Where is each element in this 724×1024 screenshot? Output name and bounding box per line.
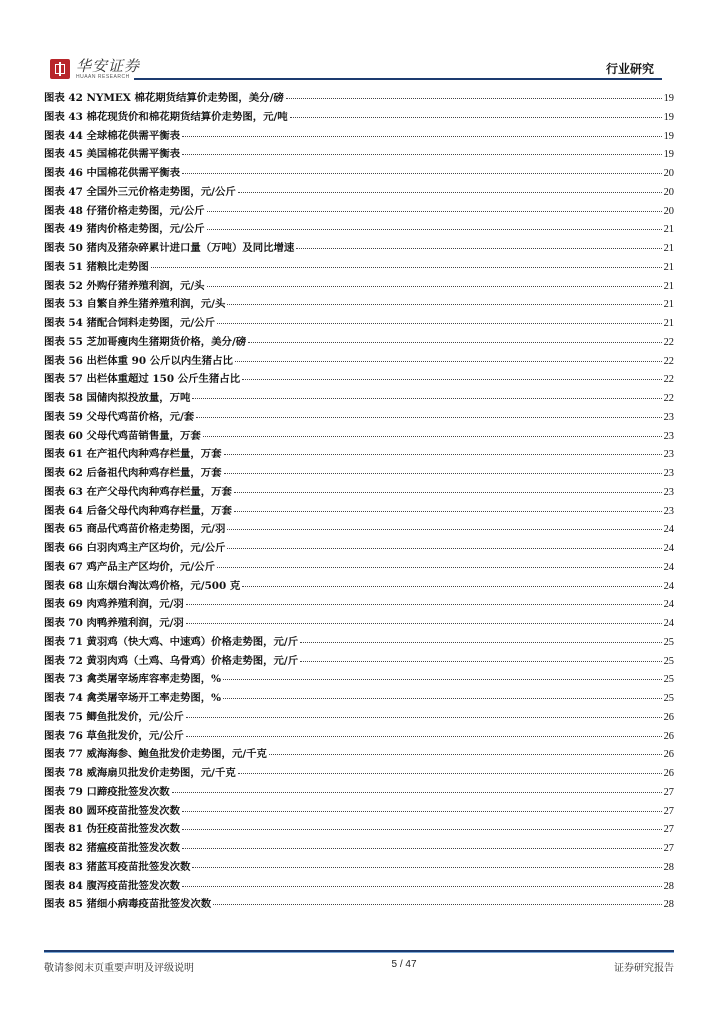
toc-entry-page: 28 — [663, 880, 674, 892]
toc-entry[interactable] — [44, 220, 674, 239]
toc-entry-page: 21 — [663, 243, 674, 254]
toc-leader-dots — [300, 661, 662, 662]
toc-leader-dots — [227, 529, 661, 530]
toc-entry-page: 21 — [663, 299, 674, 311]
toc-entry-label: 图表 51 猪粮比走势图 — [44, 260, 149, 273]
toc-entry-page: 22 — [663, 374, 674, 386]
toc-entry-label: 图表 70 肉鸭养殖利润，元/羽 — [44, 617, 184, 629]
page-footer — [44, 959, 674, 974]
toc-entry-label: 图表 82 猪瘟疫苗批签发次数 — [44, 842, 180, 854]
toc-leader-dots — [207, 211, 662, 212]
toc-entry-label: 图表 42 NYMEX 棉花期货结算价走势图，美分/磅 — [44, 92, 284, 104]
toc-entry-label: 图表 75 鲫鱼批发价，元/公斤 — [44, 710, 184, 723]
toc-entry-label: 图表 81 伪狂疫苗批签发次数 — [44, 823, 180, 836]
toc-entry-label: 图表 79 口蹄疫批签发次数 — [44, 785, 170, 798]
toc-leader-dots — [269, 754, 662, 755]
toc-entry-page: 23 — [663, 430, 674, 442]
toc-leader-dots — [182, 136, 662, 137]
toc-entry-label: 图表 52 外购仔猪养殖利润，元/头 — [44, 279, 205, 292]
toc-entry-label: 图表 85 猪细小病毒疫苗批签发次数 — [44, 898, 212, 911]
toc-entry-label: 图表 80 圆环疫苗批签发次数 — [44, 804, 180, 817]
toc-entry[interactable] — [44, 164, 674, 183]
toc-leader-dots — [217, 323, 662, 324]
toc-entry-page: 26 — [663, 749, 674, 761]
toc-entry-page: 21 — [663, 280, 674, 292]
toc-entry-page: 26 — [663, 768, 674, 779]
toc-entry-label: 图表 66 白羽肉鸡主产区均价，元/公斤 — [44, 542, 226, 554]
toc-leader-dots — [182, 829, 662, 830]
toc-entry[interactable] — [44, 652, 674, 671]
toc-entry[interactable] — [44, 408, 674, 427]
toc-entry-page: 24 — [663, 524, 674, 536]
toc-leader-dots — [207, 229, 662, 230]
toc-entry-label: 图表 50 猪肉及猪杂碎累计进口量（万吨）及同比增速 — [44, 242, 295, 254]
toc-entry[interactable] — [44, 764, 674, 783]
toc-leader-dots — [172, 792, 662, 793]
toc-entry-page: 24 — [663, 599, 674, 611]
toc-entry-page: 22 — [663, 336, 674, 348]
toc-entry[interactable] — [44, 558, 674, 577]
toc-entry-label: 图表 83 猪蓝耳疫苗批签发次数 — [44, 860, 191, 873]
toc-entry-page: 27 — [663, 843, 674, 854]
toc-entry-label: 图表 65 商品代鸡苗价格走势图，元/羽 — [44, 523, 226, 536]
toc-entry-page: 28 — [663, 899, 674, 911]
toc-entry[interactable] — [44, 183, 674, 202]
toc-leader-dots — [182, 173, 662, 174]
toc-entry[interactable] — [44, 670, 674, 689]
toc-leader-dots — [224, 454, 662, 455]
page-number: 5 / 47 — [391, 959, 417, 970]
toc-entry-page: 21 — [663, 224, 674, 236]
toc-leader-dots — [235, 361, 662, 362]
toc-entry[interactable] — [44, 370, 674, 389]
toc-entry-page: 19 — [663, 93, 674, 104]
toc-entry[interactable] — [44, 502, 674, 521]
toc-entry-page: 19 — [663, 111, 674, 123]
toc-entry-page: 21 — [663, 261, 674, 273]
toc-entry[interactable] — [44, 539, 674, 558]
toc-leader-dots — [217, 567, 662, 568]
toc-entry-page: 20 — [663, 168, 674, 179]
toc-entry-page: 19 — [663, 149, 674, 161]
toc-entry[interactable] — [44, 895, 674, 914]
toc-leader-dots — [182, 811, 662, 812]
toc-entry-label: 图表 84 腹泻疫苗批签发次数 — [44, 879, 180, 892]
toc-entry-label: 图表 76 草鱼批发价，元/公斤 — [44, 729, 184, 742]
toc-leader-dots — [234, 511, 662, 512]
toc-entry-label: 图表 48 仔猪价格走势图，元/公斤 — [44, 204, 205, 217]
toc-entry-label: 图表 43 棉花现货价和棉花期货结算价走势图，元/吨 — [44, 110, 288, 123]
toc-leader-dots — [296, 248, 661, 249]
toc-leader-dots — [186, 604, 662, 605]
toc-entry-page: 24 — [663, 543, 674, 554]
footer-divider — [44, 950, 674, 953]
toc-entry-page: 25 — [663, 674, 674, 686]
toc-leader-dots — [192, 867, 661, 868]
toc-entry[interactable] — [44, 333, 674, 352]
toc-entry-label: 图表 64 后备父母代肉种鸡存栏量，万套 — [44, 504, 232, 517]
toc-entry[interactable] — [44, 389, 674, 408]
toc-entry[interactable] — [44, 464, 674, 483]
toc-entry[interactable] — [44, 314, 674, 333]
toc-entry-label: 图表 74 禽类屠宰场开工率走势图，% — [44, 692, 222, 704]
toc-entry[interactable] — [44, 877, 674, 896]
toc-entry-label: 图表 45 美国棉花供需平衡表 — [44, 148, 180, 161]
toc-entry-label: 图表 54 猪配合饲料走势图，元/公斤 — [44, 317, 215, 329]
header-divider — [134, 78, 662, 80]
toc-leader-dots — [227, 304, 661, 305]
toc-entry-label: 图表 69 肉鸡养殖利润，元/羽 — [44, 598, 184, 611]
toc-entry[interactable] — [44, 595, 674, 614]
toc-leader-dots — [196, 417, 661, 418]
toc-entry[interactable] — [44, 483, 674, 502]
toc-entry-page: 28 — [663, 861, 674, 873]
toc-leader-dots — [182, 154, 662, 155]
toc-entry-page: 27 — [663, 805, 674, 817]
toc-entry[interactable] — [44, 520, 674, 539]
toc-leader-dots — [238, 192, 662, 193]
toc-leader-dots — [238, 773, 662, 774]
toc-entry-label: 图表 55 芝加哥瘦肉生猪期货价格，美分/磅 — [44, 335, 247, 348]
toc-entry[interactable] — [44, 577, 674, 596]
toc-entry-label: 图表 62 后备祖代肉种鸡存栏量，万套 — [44, 467, 222, 479]
footer-report-type: 证券研究报告 — [614, 963, 674, 974]
toc-entry-label: 图表 73 禽类屠宰场库容率走势图，% — [44, 673, 222, 686]
toc-leader-dots — [242, 586, 661, 587]
toc-entry-label: 图表 58 国储肉拟投放量，万吨 — [44, 392, 191, 404]
toc-entry-page: 26 — [663, 730, 674, 742]
toc-entry[interactable] — [44, 858, 674, 877]
toc-entry[interactable] — [44, 145, 674, 164]
toc-entry-page: 25 — [663, 693, 674, 704]
toc-leader-dots — [248, 342, 661, 343]
toc-leader-dots — [224, 473, 662, 474]
toc-entry-label: 图表 44 全球棉花供需平衡表 — [44, 129, 180, 142]
toc-entry-label: 图表 53 自繁自养生猪养殖利润，元/头 — [44, 298, 226, 311]
toc-entry-page: 27 — [663, 824, 674, 836]
toc-entry-label: 图表 46 中国棉花供需平衡表 — [44, 167, 180, 179]
toc-entry[interactable] — [44, 614, 674, 633]
logo-chinese-name: 华安证券 — [76, 57, 141, 75]
logo-english-name: HUAAN RESEARCH — [76, 74, 130, 80]
table-of-figures — [44, 89, 674, 914]
report-category-title: 行业研究 — [605, 62, 654, 76]
toc-entry-label: 图表 63 在产父母代肉种鸡存栏量，万套 — [44, 485, 232, 498]
toc-entry[interactable] — [44, 727, 674, 746]
toc-entry[interactable] — [44, 839, 674, 858]
toc-entry-label: 图表 56 出栏体重 90 公斤以内生猪占比 — [44, 354, 233, 367]
toc-leader-dots — [242, 379, 662, 380]
toc-entry-page: 27 — [663, 786, 674, 798]
toc-entry-page: 20 — [663, 205, 674, 217]
toc-leader-dots — [227, 548, 661, 549]
toc-entry-page: 21 — [663, 318, 674, 329]
toc-entry[interactable] — [44, 783, 674, 802]
toc-entry-label: 图表 72 黄羽肉鸡（土鸡、乌骨鸡）价格走势图，元/斤 — [44, 654, 299, 667]
toc-leader-dots — [213, 904, 661, 905]
toc-entry[interactable] — [44, 108, 674, 127]
toc-entry[interactable] — [44, 802, 674, 821]
toc-leader-dots — [223, 679, 662, 680]
toc-leader-dots — [207, 286, 662, 287]
toc-entry-page: 23 — [663, 486, 674, 498]
toc-entry[interactable] — [44, 127, 674, 146]
toc-leader-dots — [151, 267, 662, 268]
toc-entry-page: 26 — [663, 711, 674, 723]
toc-entry[interactable] — [44, 202, 674, 221]
toc-leader-dots — [182, 848, 662, 849]
toc-entry[interactable] — [44, 89, 674, 108]
toc-entry-page: 24 — [663, 561, 674, 573]
toc-entry-page: 25 — [663, 655, 674, 667]
toc-entry-label: 图表 71 黄羽鸡（快大鸡、中速鸡）价格走势图，元/斤 — [44, 635, 299, 648]
toc-entry-label: 图表 47 全国外三元价格走势图，元/公斤 — [44, 185, 236, 198]
toc-entry-label: 图表 77 威海海参、鲍鱼批发价走势图，元/千克 — [44, 748, 267, 761]
toc-entry[interactable] — [44, 708, 674, 727]
toc-entry-page: 25 — [663, 636, 674, 648]
toc-leader-dots — [223, 698, 662, 699]
toc-entry[interactable] — [44, 295, 674, 314]
logo-seal-icon — [50, 59, 70, 79]
toc-entry-label: 图表 67 鸡产品主产区均价，元/公斤 — [44, 560, 215, 573]
toc-leader-dots — [300, 642, 662, 643]
toc-leader-dots — [186, 623, 662, 624]
toc-entry-page: 24 — [663, 618, 674, 629]
toc-leader-dots — [186, 736, 662, 737]
toc-entry[interactable] — [44, 820, 674, 839]
toc-entry-page: 23 — [663, 505, 674, 517]
toc-entry-page: 20 — [663, 186, 674, 198]
toc-entry-label: 图表 49 猪肉价格走势图，元/公斤 — [44, 223, 205, 236]
toc-entry-label: 图表 78 威海扇贝批发价走势图，元/千克 — [44, 767, 236, 779]
toc-entry-page: 24 — [663, 580, 674, 592]
toc-entry-page: 19 — [663, 130, 674, 142]
toc-entry-page: 22 — [663, 355, 674, 367]
toc-entry[interactable] — [44, 352, 674, 371]
toc-entry[interactable] — [44, 239, 674, 258]
toc-entry[interactable] — [44, 633, 674, 652]
toc-entry-page: 23 — [663, 449, 674, 461]
toc-leader-dots — [182, 886, 662, 887]
toc-leader-dots — [286, 98, 662, 99]
toc-entry-label: 图表 60 父母代鸡苗销售量，万套 — [44, 429, 201, 442]
toc-entry-label: 图表 61 在产祖代肉种鸡存栏量，万套 — [44, 448, 222, 461]
toc-leader-dots — [290, 117, 662, 118]
page-header — [44, 54, 662, 84]
toc-leader-dots — [192, 398, 661, 399]
toc-entry-page: 23 — [663, 411, 674, 423]
toc-entry-label: 图表 57 出栏体重超过 150 公斤生猪占比 — [44, 373, 241, 386]
footer-disclaimer-note: 敬请参阅末页重要声明及评级说明 — [44, 963, 194, 974]
toc-entry-label: 图表 68 山东烟台淘汰鸡价格，元/500 克 — [44, 579, 241, 592]
toc-entry[interactable] — [44, 745, 674, 764]
toc-leader-dots — [186, 717, 662, 718]
toc-leader-dots — [203, 436, 662, 437]
toc-leader-dots — [234, 492, 662, 493]
toc-entry-page: 22 — [663, 393, 674, 404]
toc-entry[interactable] — [44, 427, 674, 446]
toc-entry[interactable] — [44, 277, 674, 296]
company-logo — [50, 58, 140, 80]
toc-entry[interactable] — [44, 689, 674, 708]
toc-entry[interactable] — [44, 445, 674, 464]
toc-entry-label: 图表 59 父母代鸡苗价格，元/套 — [44, 410, 195, 423]
toc-entry-page: 23 — [663, 468, 674, 479]
toc-entry[interactable] — [44, 258, 674, 277]
